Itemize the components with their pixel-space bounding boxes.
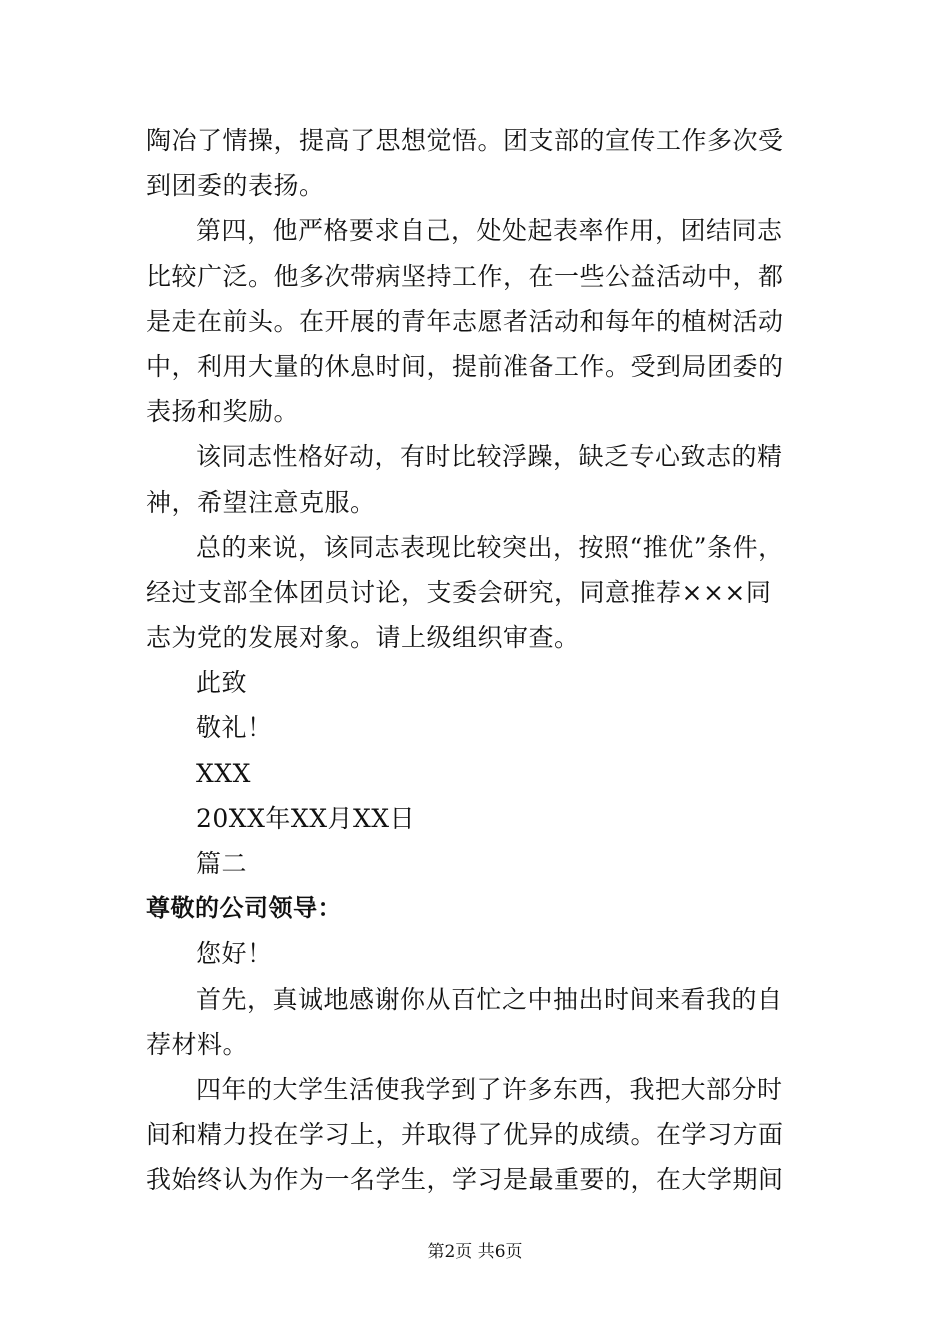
text-line: 到团委的表扬。 xyxy=(146,171,325,201)
text-line: 该同志性格好动，有时比较浮躁，缺乏专心致志的精 xyxy=(196,442,783,472)
text-line: 荐材料。 xyxy=(146,1029,249,1059)
text-line: 间和精力投在学习上，并取得了优异的成绩。在学习方面 xyxy=(146,1120,784,1150)
text-line: 四年的大学生活使我学到了许多东西，我把大部分时 xyxy=(196,1074,783,1104)
text-line: 首先，真诚地感谢你从百忙之中抽出时间来看我的自 xyxy=(196,984,783,1014)
text-line: 比较广泛。他多次带病坚持工作，在一些公益活动中，都 xyxy=(146,261,784,291)
text-line: 此致 xyxy=(196,668,248,698)
text-line: 20XX年XX月XX日 xyxy=(196,803,416,833)
text-line: 志为党的发展对象。请上级组织审查。 xyxy=(146,623,580,653)
text-line: 我始终认为作为一名学生，学习是最重要的，在大学期间 xyxy=(146,1165,784,1195)
text-line: XXX xyxy=(196,758,251,788)
page-number-footer: 第2页 共6页 xyxy=(427,1242,523,1262)
text-line: 您好！ xyxy=(196,939,273,969)
salutation-heading: 尊敬的公司领导： xyxy=(146,894,342,923)
text-line: 中，利用大量的休息时间，提前准备工作。受到局团委的 xyxy=(146,351,784,381)
text-line: 表扬和奖励。 xyxy=(146,397,300,427)
text-line: 经过支部全体团员讨论，支委会研究，同意推荐×××同 xyxy=(146,577,772,607)
text-line: 总的来说，该同志表现比较突出，按照“推优”条件， xyxy=(196,532,784,562)
document-body xyxy=(146,118,806,1203)
text-line: 是走在前头。在开展的青年志愿者活动和每年的植树活动 xyxy=(146,306,784,336)
text-line: 陶冶了情操，提高了思想觉悟。团支部的宣传工作多次受 xyxy=(146,126,784,155)
text-line: 神，希望注意克服。 xyxy=(146,487,376,517)
text-line: 敬礼！ xyxy=(196,713,273,743)
text-line: 篇二 xyxy=(196,849,248,878)
text-line: 第四，他严格要求自己，处处起表率作用，团结同志 xyxy=(196,216,783,246)
